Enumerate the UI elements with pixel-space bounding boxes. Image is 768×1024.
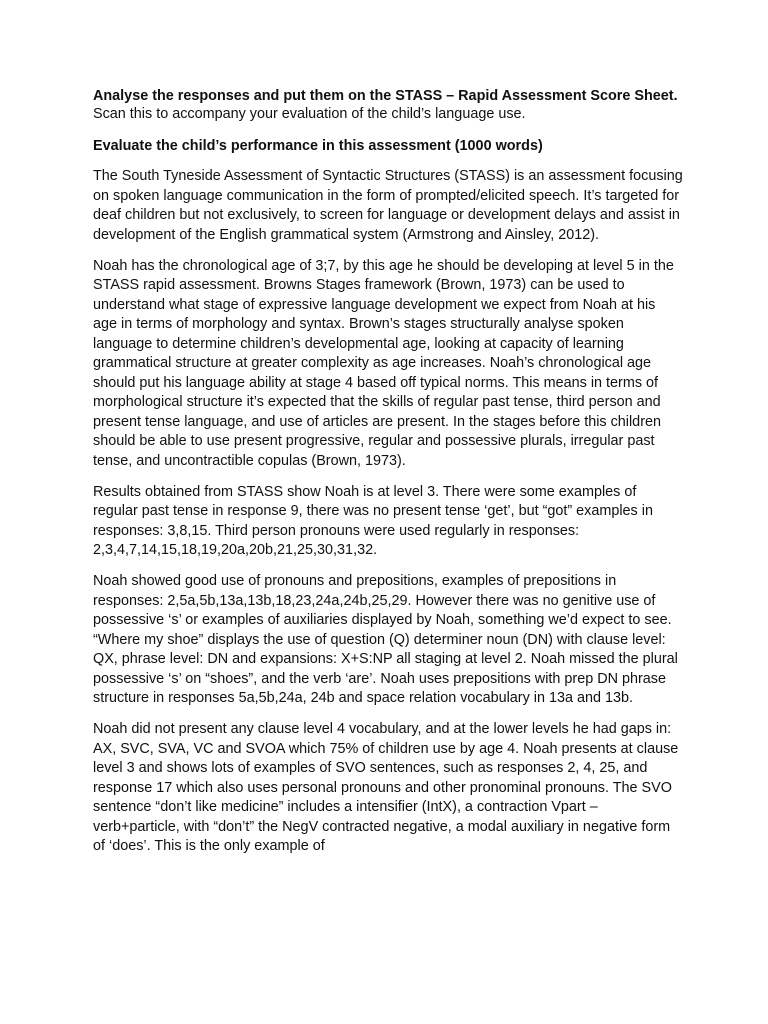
paragraph-results: Results obtained from STASS show Noah is at level 3. There were some examples of regular past tense in response 9, there was no present tense ‘get’, but “got” examples in responses: 3,8,15. Third person pronouns were used regularly in responses: 2,3,4,7,14,15,18,19,20a,20b,21,25,30,31,32. bbox=[93, 483, 653, 558]
document-title: Analyse the responses and put them on the STASS – Rapid Assessment Score Sheet. bbox=[93, 88, 678, 104]
document-instruction: Scan this to accompany your evaluation of the child’s language use. bbox=[93, 106, 526, 122]
section-heading: Evaluate the child’s performance in this assessment (1000 words) bbox=[93, 138, 543, 154]
document-content bbox=[93, 87, 683, 868]
paragraph-intro: The South Tyneside Assessment of Syntactic Structures (STASS) is an assessment focusing on spoken language communication in the form of prompted/elicited speech. It’s targeted for deaf children but not exclusively, to screen for language or development delays and assist in development of the English grammatical system (Armstrong and Ainsley, 2012). bbox=[93, 168, 683, 243]
paragraph-clause-levels: Noah did not present any clause level 4 vocabulary, and at the lower levels he had gaps in: AX, SVC, SVA, VC and SVOA which 75% of children use by age 4. Noah presents at clause level 3 and shows lots of examples of SVO sentences, such as responses 2, 4, 25, and response 17 which also uses personal pronouns and other pronominal pronouns. The SVO sentence “don’t like medicine” includes a intensifier (IntX), a contraction Vpart – verb+particle, with “don’t” the NegV contracted negative, a modal auxiliary in negative form of ‘does’. This is the only example of bbox=[93, 721, 679, 854]
paragraph-brown-stages: Noah has the chronological age of 3;7, by this age he should be developing at level 5 in the STASS rapid assessment. Browns Stages framework (Brown, 1973) can be used to understand what stage of expressive language development we expect from Noah at his age in terms of morphology and syntax. Brown’s stages structurally analyse spoken language to determine children’s developmental age, looking at capacity of learning grammatical structure at greater complexity as age increases. Noah’s chronological age should put his language ability at stage 4 based off typical norms. This means in terms of morphological structure it’s expected that the skills of regular past tense, third person and present tense language, and use of articles are present. In the stages before this children should be able to use present progressive, regular and possessive plurals, irregular past tense, and uncontractible copulas (Brown, 1973). bbox=[93, 257, 674, 469]
paragraph-pronouns-prepositions: Noah showed good use of pronouns and prepositions, examples of prepositions in responses: 2,5a,5b,13a,13b,18,23,24a,24b,25,29. However there was no genitive use of possessive ‘s’ or examples of auxiliaries displayed by Noah, something we’d expect to see. “Where my shoe” displays the use of question (Q) determiner noun (DN) with clause level: QX, phrase level: DN and expansions: X+S:NP all staging at level 2. Noah missed the plural possessive ‘s’ on “shoes”, and the verb ‘are’. Noah uses prepositions with prep DN phrase structure in responses 5a,5b,24a, 24b and space relation vocabulary in 13a and 13b. bbox=[93, 573, 678, 706]
